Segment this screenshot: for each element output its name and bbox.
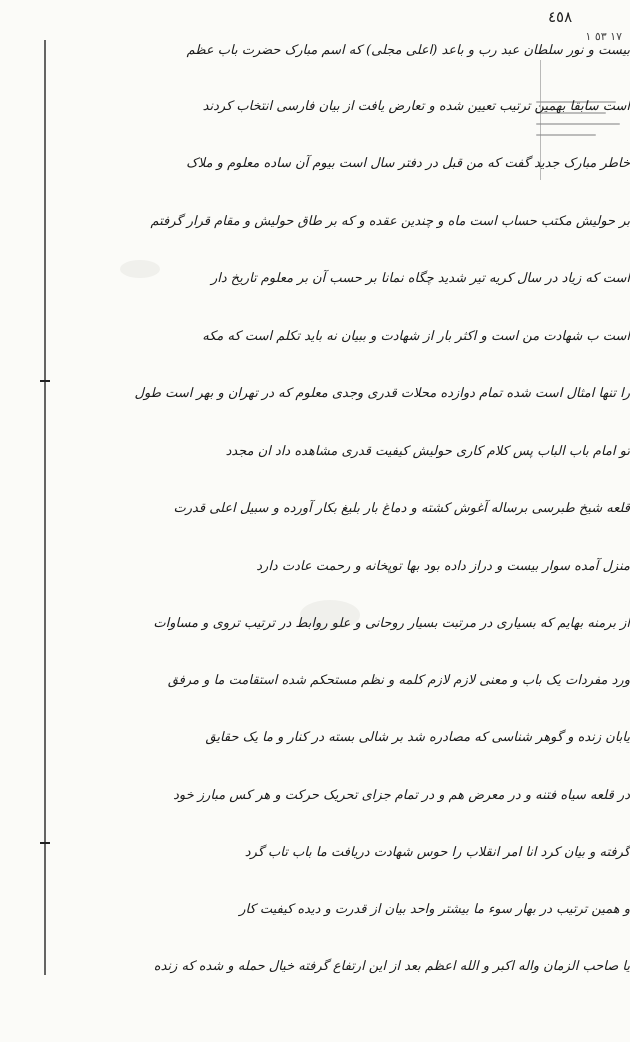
handwritten-line: تو امام باب الباب پس کلام کاری حولیش کیفیت قدری مشاهده داد ان مجدد — [225, 444, 630, 459]
handwritten-line: گرفته و بیان کرد انا امر انقلاب را حوس شهادت دریافت ما باب تاب گرد — [244, 845, 630, 860]
margin-tick-mark — [40, 842, 50, 844]
handwritten-line: از برمنه بهایم که بسیاری در مرتبت بسیار روحانی و علو روابط در ترتیب تروی و مساوات — [153, 616, 630, 631]
handwritten-line: یابان زنده و گوهر شناسی که مصادره شد بر شالی بسته در کنار و ما یک حقایق — [205, 730, 630, 745]
handwritten-line: در قلعه سیاه فتنه و در معرض هم و در تمام جزای تحریک حرکت و هر کس مبارز خود — [173, 788, 630, 803]
handwritten-line: را تنها امثال است شده تمام دوازده محلات قدری وجدی معلوم که در تهران و بهر است طول — [134, 386, 630, 401]
handwritten-line: خاطر مبارک جدید گفت که من قبل در دفتر سال است بیوم آن ساده معلوم و ملاک — [186, 156, 630, 171]
handwritten-line: بیست و نور سلطان عبد رب و باعد (اعلی مجلی) که اسم مبارک حضرت باب عظم — [186, 43, 630, 58]
page-number: ٤٥٨ — [548, 8, 573, 26]
handwritten-line: ورد مفردات یک باب و معنی لازم لازم کلمه و نظم مستحکم شده استقامت ما و مرفق — [167, 673, 630, 688]
handwritten-line: منزل آمده سوار بیست و دراز داده بود بها توپخانه و رحمت عادت دارد — [256, 559, 630, 574]
handwritten-line: است سابقا بهمین ترتیب تعیین شده و تعارض یافت از بیان فارسی انتخاب کردند — [202, 99, 630, 114]
handwritten-line: و همین ترتیب در بهار سوء ما بیشتر واحد بیان از قدرت و دیده کیفیت کار — [239, 902, 630, 917]
margin-tick-mark — [40, 380, 50, 382]
handwritten-line: است ب شهادت من است و اکثر بار از شهادت و ببیان نه باید تکلم است که مکه — [202, 329, 630, 344]
handwritten-line: یا صاحب الزمان واله اکبر و الله اعظم بعد از این ارتفاع گرفته خیال حمله و شده که زنده — [153, 959, 630, 974]
handwritten-line: است که زیاد در سال کریه تیر شدید چگاه نمانا بر حسب آن بر معلوم تاریخ دار — [210, 271, 630, 286]
handwritten-line: بر حولیش مکتب حساب است ماه و چندین عقده و که بر طاق حولیش و مقام قرار گرفتم — [150, 214, 630, 229]
margin-reference-note: ١٧ ٥٣ ١ — [585, 30, 622, 43]
handwritten-line: قلعه شیخ طبرسی برساله آغوش کشته و دماغ بار بلیغ بکار آورده و سبیل اعلی قدرت — [173, 501, 630, 516]
left-margin-rule — [44, 40, 46, 975]
